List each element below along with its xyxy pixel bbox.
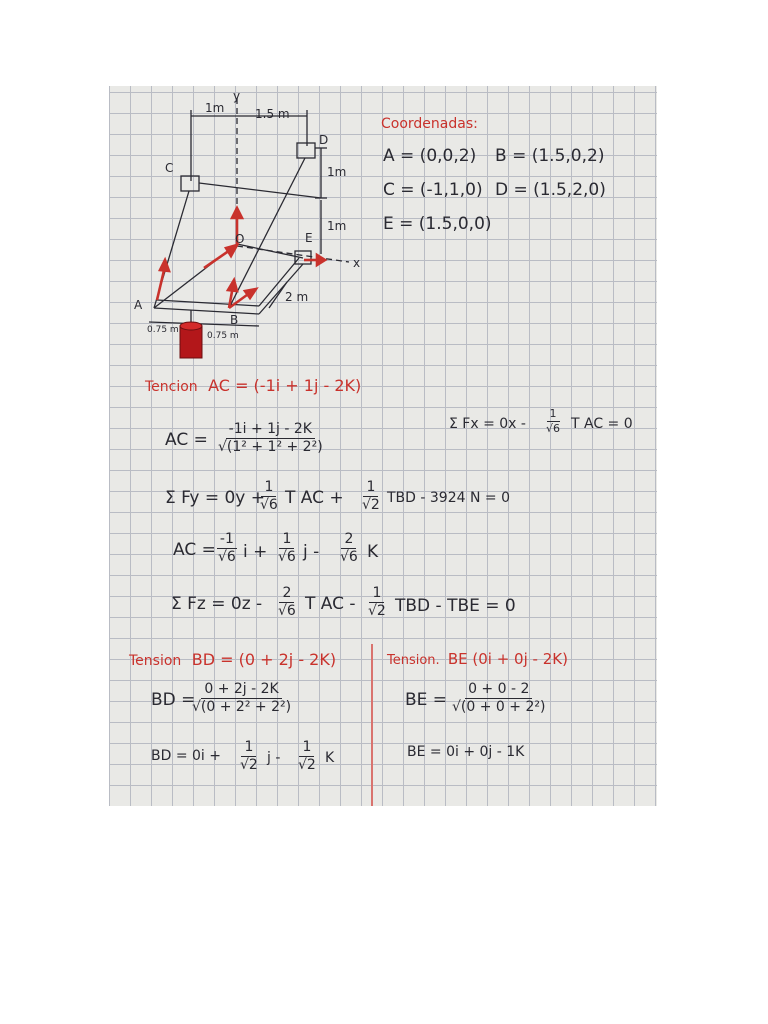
ac-comp-fraction-j: $\frac{1}{√6}$ xyxy=(278,531,296,566)
eq-fz-mid: T AC - xyxy=(305,594,356,614)
label-point-e: E xyxy=(305,231,313,245)
eq-fy-fraction-2: $\frac{1}{√2}$ xyxy=(362,479,380,514)
bd-comp-fraction-j: $\frac{1}{√2}$ xyxy=(240,739,258,774)
coord-b: B = (1.5,0,2) xyxy=(495,146,605,166)
be-components: BE = 0i + 0j - 1K xyxy=(407,744,525,760)
tension-be-heading xyxy=(387,650,568,668)
be-unit-fraction xyxy=(449,682,548,716)
bd-unit-denominator: √(0 + 2² + 2²) xyxy=(192,699,292,716)
eq-fz-fraction-1: $\frac{2}{√6}$ xyxy=(278,585,296,620)
label-dim-2m: 2 m xyxy=(285,290,309,304)
eq-fy-lhs: Σ Fy = 0y + xyxy=(165,488,265,508)
tension-be-label: Tension. xyxy=(387,653,440,668)
column-divider xyxy=(371,644,373,806)
be-unit-lhs: BE = xyxy=(405,690,448,710)
bd-comp-fraction-k: $\frac{1}{√2}$ xyxy=(298,739,316,774)
tension-bd-label: Tension xyxy=(129,653,182,669)
tension-ac-expr: AC = (-1i + 1j - 2K) xyxy=(208,376,362,395)
tension-be-expr: BE (0i + 0j - 2K) xyxy=(447,650,568,668)
ac-comp-var-j: j - xyxy=(303,542,320,562)
be-unit-numerator: 0 + 0 - 2 xyxy=(465,682,532,699)
be-unit-denominator: √(0 + 0 + 2²) xyxy=(452,699,546,716)
label-dim-075-right: 0.75 m xyxy=(207,331,239,341)
coord-c: C = (-1,1,0) xyxy=(383,180,483,200)
ac-comp-fraction-i: $\frac{-1}{√6}$ xyxy=(218,531,236,566)
ac-comp-var-k: K xyxy=(367,542,379,562)
ac-comp-var-i: i + xyxy=(243,542,268,562)
anchor-c xyxy=(181,176,199,191)
label-point-c: C xyxy=(165,161,174,175)
label-dim-1m: 1m xyxy=(205,101,225,115)
eq-fy-rhs: TBD - 3924 N = 0 xyxy=(387,490,510,506)
label-dim-1-5m: 1.5 m xyxy=(255,107,290,121)
bd-unit-lhs: BD = xyxy=(151,690,196,710)
eq-fx-rhs: T AC = 0 xyxy=(571,416,633,432)
anchor-d xyxy=(297,143,315,158)
tension-ac-heading xyxy=(145,376,361,395)
coord-d: D = (1.5,2,0) xyxy=(495,180,606,200)
coord-a: A = (0,0,2) xyxy=(383,146,477,166)
ac-components-lhs: AC = xyxy=(173,540,216,560)
notebook-page xyxy=(109,86,657,806)
label-dim-075-left: 0.75 m xyxy=(147,325,179,335)
ac-unit-denominator: √(1² + 1² + 2²) xyxy=(218,439,323,456)
eq-fz-rhs: TBD - TBE = 0 xyxy=(395,596,516,616)
tension-bd-heading xyxy=(129,650,336,669)
bd-comp-var-j: j - xyxy=(267,750,281,766)
bd-comp-var-k: K xyxy=(325,750,335,766)
bd-unit-fraction xyxy=(189,682,294,716)
coord-e: E = (1.5,0,0) xyxy=(383,214,492,234)
bd-unit-numerator: 0 + 2j - 2K xyxy=(201,682,281,699)
weight-cylinder xyxy=(180,310,202,358)
coordinates-heading: Coordenadas: xyxy=(381,116,478,132)
label-point-o: O xyxy=(235,232,245,246)
bd-comp-lhs: BD = 0i + xyxy=(151,748,221,764)
ac-unit-fraction xyxy=(215,422,326,456)
label-point-a: A xyxy=(134,298,143,312)
label-dim-1m-upper: 1m xyxy=(327,165,347,179)
ac-unit-numerator: -1i + 1j - 2K xyxy=(226,422,315,439)
eq-fz-fraction-2: $\frac{1}{√2}$ xyxy=(368,585,386,620)
label-x-axis: x xyxy=(353,256,361,270)
eq-fx-fraction: $\frac{1}{√6}$ xyxy=(546,407,561,436)
eq-fy-mid: T AC + xyxy=(285,488,344,508)
tension-bd-expr: BD = (0 + 2j - 2K) xyxy=(191,650,337,669)
tension-ac-label: Tencion xyxy=(145,379,198,395)
label-point-d: D xyxy=(319,133,329,147)
label-dim-1m-lower: 1m xyxy=(327,219,347,233)
ac-unit-lhs: AC = xyxy=(165,430,208,450)
eq-fy-fraction-1: $\frac{1}{√6}$ xyxy=(260,479,278,514)
eq-fz-lhs: Σ Fz = 0z - xyxy=(171,594,263,614)
ac-comp-fraction-k: $\frac{2}{√6}$ xyxy=(340,531,358,566)
label-point-b: B xyxy=(230,313,239,327)
label-y-axis: y xyxy=(233,89,241,103)
eq-fx-lhs: Σ Fx = 0x - xyxy=(449,416,526,432)
